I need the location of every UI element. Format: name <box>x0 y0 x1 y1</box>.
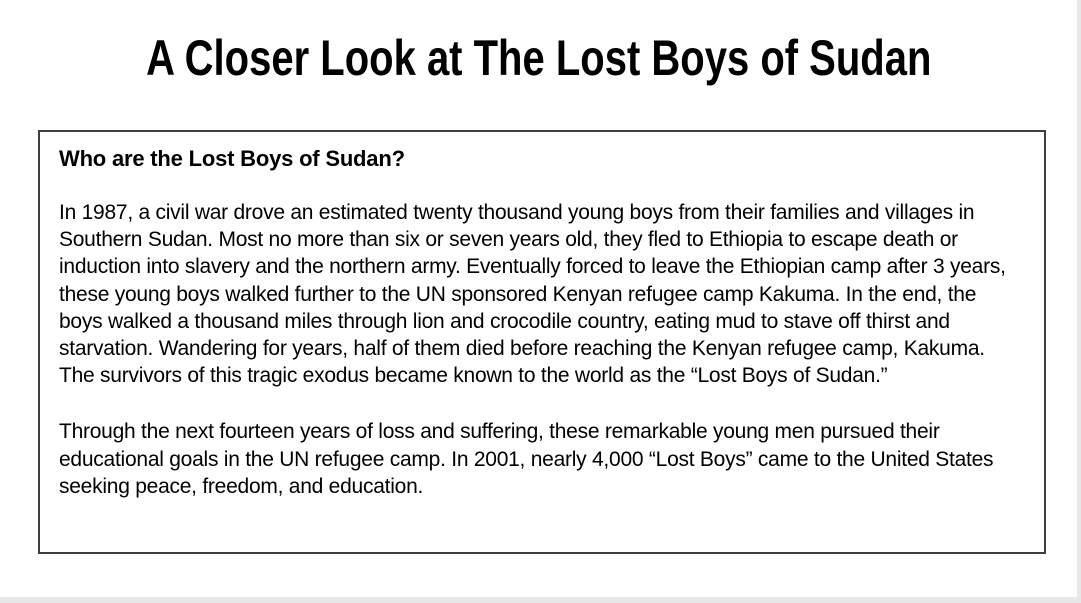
content-textbox <box>38 130 1046 554</box>
textbox-paragraph-1: In 1987, a civil war drove an estimated twenty thousand young boys from their families and villages in Southern Sudan. Most no more than six or seven years old, they fled to Ethiopia to escape death or induction into slavery and the northern army. Eventually forced to leave the Ethiopian camp after 3 years, these young boys walked further to the UN sponsored Kenyan refugee camp Kakuma. In the end, the boys walked a thousand miles through lion and crocodile country, eating mud to stave off thirst and starvation. Wandering for years, half of them died before reaching the Kenyan refugee camp, Kakuma. The survivors of this tragic exodus became known to the world as the “Lost Boys of Sudan.” <box>59 201 1006 388</box>
slide-title <box>0 32 1077 84</box>
textbox-paragraph-2: Through the next fourteen years of loss and suffering, these remarkable young men pursued their educational goals in the UN refugee camp. In 2001, nearly 4,000 “Lost Boys” came to the United States seeking peace, freedom, and education. <box>59 420 994 498</box>
slide-title-text: A Closer Look at The Lost Boys of Sudan <box>145 30 932 86</box>
textbox-heading: Who are the Lost Boys of Sudan? <box>59 146 405 171</box>
